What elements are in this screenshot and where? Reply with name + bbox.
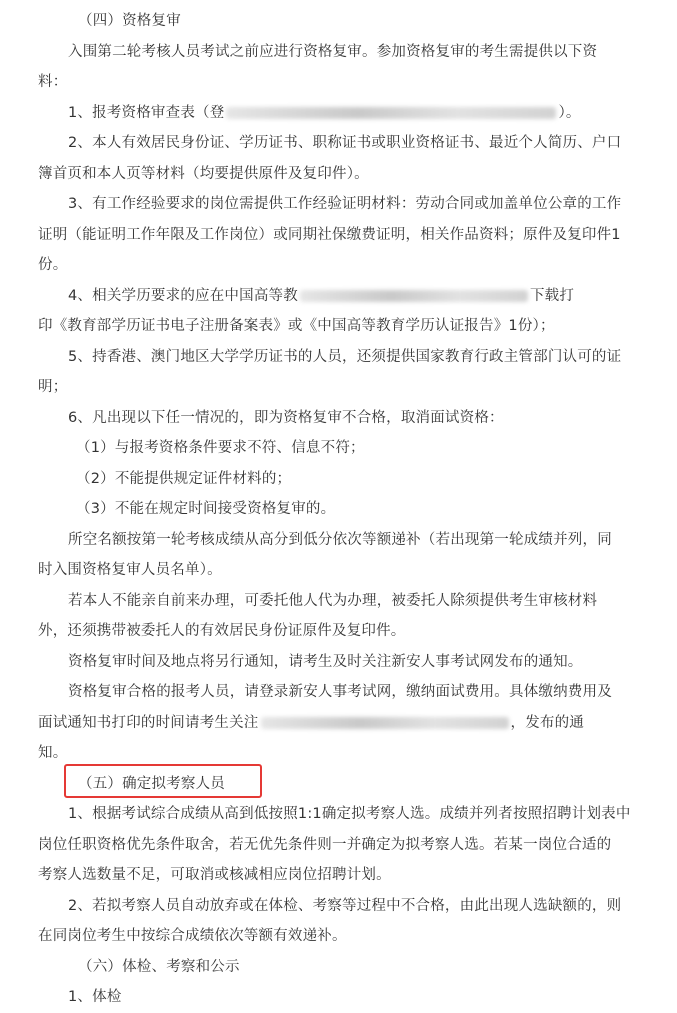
list-item-4: [38, 281, 659, 312]
list-item-1-cont: 考察人选数量不足，可取消或核减相应岗位招聘计划。: [38, 867, 391, 883]
list-item-5-cont: 明；: [38, 379, 68, 395]
paragraph-line: [38, 708, 659, 739]
list-item-text: ）。: [558, 104, 581, 121]
section-heading-6: （六）体检、考察和公示: [78, 958, 240, 975]
list-item-3-cont: 份。: [38, 257, 68, 273]
paragraph-line: 知。: [38, 745, 68, 761]
list-item-5: 5、持香港、澳门地区大学学历证书的人员，还须提供国家教育行政主管部门认可的证: [68, 348, 622, 365]
highlight-annotation-box: [64, 764, 262, 798]
paragraph-line: 资格复审合格的报考人员，请登录新安人事考试网，缴纳面试费用。具体缴纳费用及: [68, 684, 612, 700]
list-item-2: 2、若拟考察人员自动放弃或在体检、考察等过程中不合格，由此出现人选缺额的，则: [68, 897, 622, 914]
paragraph-line: 若本人不能亲自前来办理，可委托他人代为办理，被委托人除须提供考生审核材料: [68, 592, 598, 609]
list-item-2-cont: 簿首页和本人页等材料（均要提供原件及复印件）。: [38, 165, 369, 182]
sub-item-3: （3）不能在规定时间接受资格复审的。: [76, 501, 336, 517]
list-item-text: 4、相关学历要求的应在中国高等教: [68, 287, 298, 304]
section-heading-5: （五）确定拟考察人员: [78, 775, 225, 792]
paragraph-line: 资格复审时间及地点将另行通知，请考生及时关注新安人事考试网发布的通知。: [68, 653, 583, 670]
paragraph-text: 面试通知书打印的时间请考生关注: [38, 714, 259, 731]
paragraph-line: 外，还须携带被委托人的有效居民身份证原件及复印件。: [38, 623, 406, 639]
list-item-4-cont: 印《教育部学历证书电子注册备案表》或《中国高等教育学历认证报告》1份）；: [38, 318, 555, 334]
redacted-block: [261, 717, 509, 729]
redacted-block: [226, 107, 556, 119]
list-item-3: 3、有工作经验要求的岗位需提供工作经验证明材料：劳动合同或加盖单位公章的工作: [68, 196, 622, 212]
section-heading-4: （四）资格复审: [78, 13, 181, 29]
list-item-1: 1、根据考试综合成绩从高到低按照1:1确定拟考察人选。成绩并列者按照招聘计划表中: [68, 806, 631, 822]
list-item-6: 6、凡出现以下任一情况的，即为资格复审不合格，取消面试资格：: [68, 409, 504, 426]
list-item-2-cont: 在同岗位考生中按综合成绩依次等额有效递补。: [38, 928, 347, 944]
list-item-3-cont: 证明（能证明工作年限及工作岗位）或同期社保缴费证明，相关作品资料；原件及复印件1: [38, 226, 621, 243]
document-page: [0, 6, 677, 1003]
list-item-2: 2、本人有效居民身份证、学历证书、职称证书或职业资格证书、最近个人简历、户口: [68, 135, 622, 151]
paragraph-line: 时入围资格复审人员名单）。: [38, 562, 222, 578]
paragraph-line: 料：: [38, 74, 68, 90]
paragraph-line: 所空名额按第一轮考核成绩从高分到低分依次等额递补（若出现第一轮成绩并列，同: [68, 531, 612, 548]
sub-item-2: （2）不能提供规定证件材料的；: [76, 470, 292, 487]
paragraph-text: ，发布的通: [510, 714, 584, 731]
redacted-block: [300, 290, 528, 302]
list-item-1-cont: 岗位任职资格优先条件取舍，若无优先条件则一并确定为拟考察人选。若某一岗位合适的: [38, 836, 612, 853]
list-item-1: [38, 98, 659, 129]
list-item-text: 1、报考资格审查表（登: [68, 104, 225, 121]
sub-item-1: （1）与报考资格条件要求不符、信息不符；: [76, 440, 365, 456]
paragraph-line: 入围第二轮考核人员考试之前应进行资格复审。参加资格复审的考生需提供以下资: [68, 43, 598, 60]
list-item-1: 1、体检: [68, 989, 122, 1005]
list-item-text: 下载打: [529, 287, 575, 304]
